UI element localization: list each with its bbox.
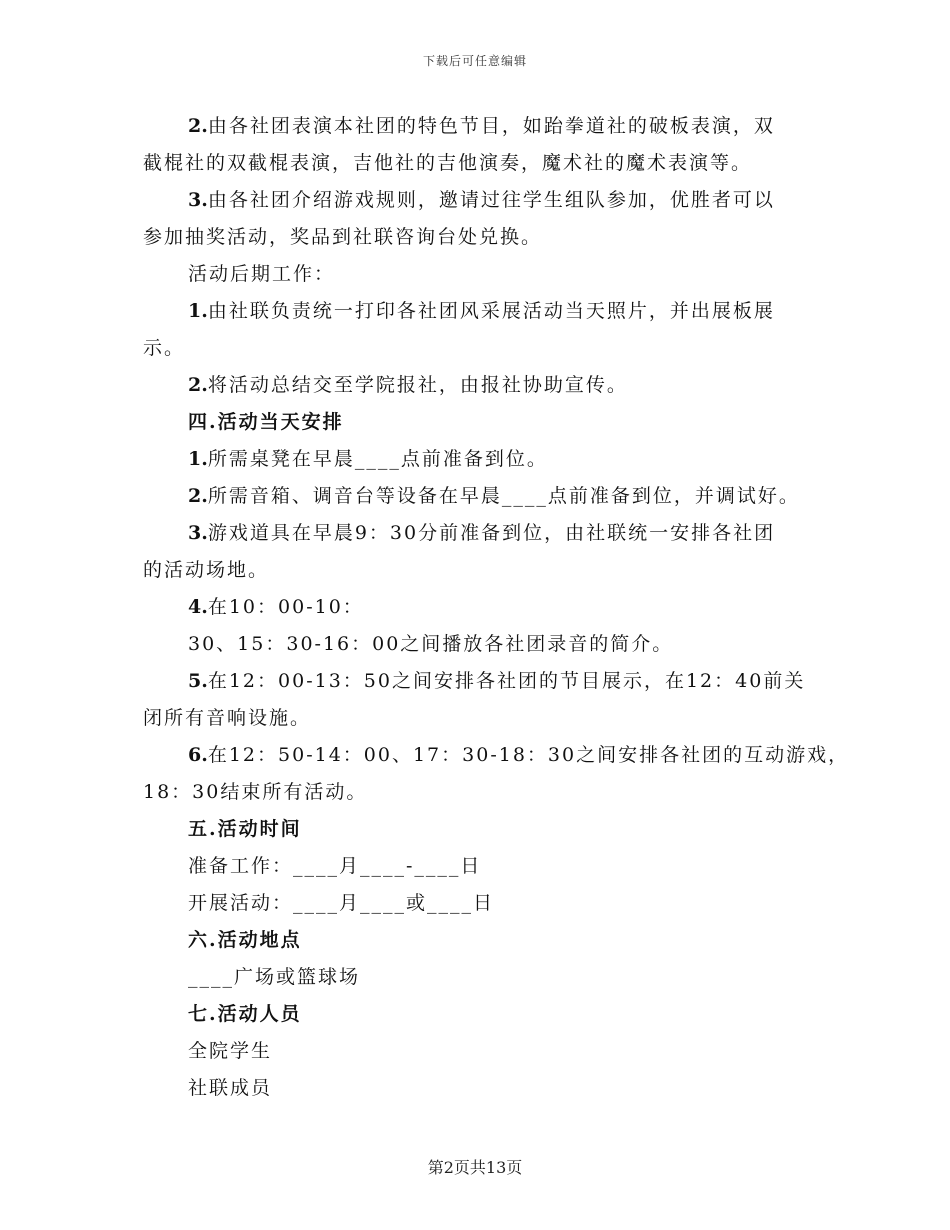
line-text: 全院学生 [188,1040,273,1062]
section-heading [143,996,813,1033]
line-text: 由社联负责统一打印各社团风采展活动当天照片，并出展板展 [207,300,775,322]
paragraph-line [143,774,813,811]
list-number: 2. [188,485,208,507]
paragraph-line [143,367,813,404]
paragraph-line [143,478,813,515]
line-text: ____广场或篮球场 [188,966,361,988]
line-text: 社联成员 [188,1077,273,1099]
paragraph-line [143,108,813,145]
paragraph-line [143,182,813,219]
section-heading [143,404,813,441]
line-text: 所需桌凳在早晨____点前准备到位。 [207,448,548,470]
paragraph-line [143,959,813,996]
line-text: 30、15：30-16：00之间播放各社团录音的简介。 [188,633,674,655]
document-body [143,108,850,1107]
line-text: 由各社团表演本社团的特色节目，如跆拳道社的破板表演，双 [207,115,775,137]
list-number: 3. [188,189,208,211]
line-text: 在12：00-13：50之间安排各社团的节目展示，在12：40前关 [207,670,806,692]
paragraph-line [143,1033,813,1070]
paragraph-line [143,515,813,552]
line-text: 准备工作：____月____-____日 [188,855,482,877]
paragraph-line [143,330,813,367]
section-heading [143,811,813,848]
line-text: 五.活动时间 [188,818,302,840]
line-text: 参加抽奖活动，奖品到社联咨询台处兑换。 [143,226,543,248]
paragraph-line [143,441,813,478]
line-text: 18：30结束所有活动。 [143,781,368,803]
list-number: 2. [188,115,208,137]
line-text: 闭所有音响设施。 [143,707,312,729]
paragraph-line [143,256,813,293]
line-text: 将活动总结交至学院报社，由报社协助宣传。 [207,374,628,396]
paragraph-line [143,848,813,885]
list-number: 6. [188,744,208,766]
paragraph-line [143,737,850,774]
list-number: 1. [188,448,208,470]
paragraph-line [143,626,813,663]
list-number: 5. [188,670,208,692]
line-text: 在12：50-14：00、17：30-18：30之间安排各社团的互动游戏， [207,744,850,766]
paragraph-line [143,1070,813,1107]
line-text: 六.活动地点 [188,929,302,951]
line-text: 七.活动人员 [188,1003,302,1025]
line-text: 活动后期工作： [188,263,336,285]
paragraph-line [143,589,813,626]
line-text: 在10：00-10： [207,596,364,618]
line-text: 所需音箱、调音台等设备在早晨____点前准备到位，并调试好。 [207,485,800,507]
paragraph-line [143,219,813,256]
paragraph-line [143,293,813,330]
line-text: 的活动场地。 [143,559,270,581]
list-number: 4. [188,596,208,618]
line-text: 开展活动：____月____或____日 [188,892,495,914]
line-text: 游戏道具在早晨9：30分前准备到位，由社联统一安排各社团 [207,522,776,544]
page-footer: 第2页共13页 [427,1158,523,1177]
page-header: 下载后可任意编辑 [422,54,527,68]
line-text: 由各社团介绍游戏规则，邀请过往学生组队参加，优胜者可以 [207,189,775,211]
paragraph-line [143,885,813,922]
section-heading [143,922,813,959]
paragraph-line [143,663,813,700]
paragraph-line [143,145,813,182]
list-number: 3. [188,522,208,544]
list-number: 2. [188,374,208,396]
list-number: 1. [188,300,208,322]
line-text: 四.活动当天安排 [188,411,344,433]
line-text: 截棍社的双截棍表演，吉他社的吉他演奏，魔术社的魔术表演等。 [143,152,753,174]
line-text: 示。 [143,337,186,359]
paragraph-line [143,700,813,737]
paragraph-line [143,552,813,589]
